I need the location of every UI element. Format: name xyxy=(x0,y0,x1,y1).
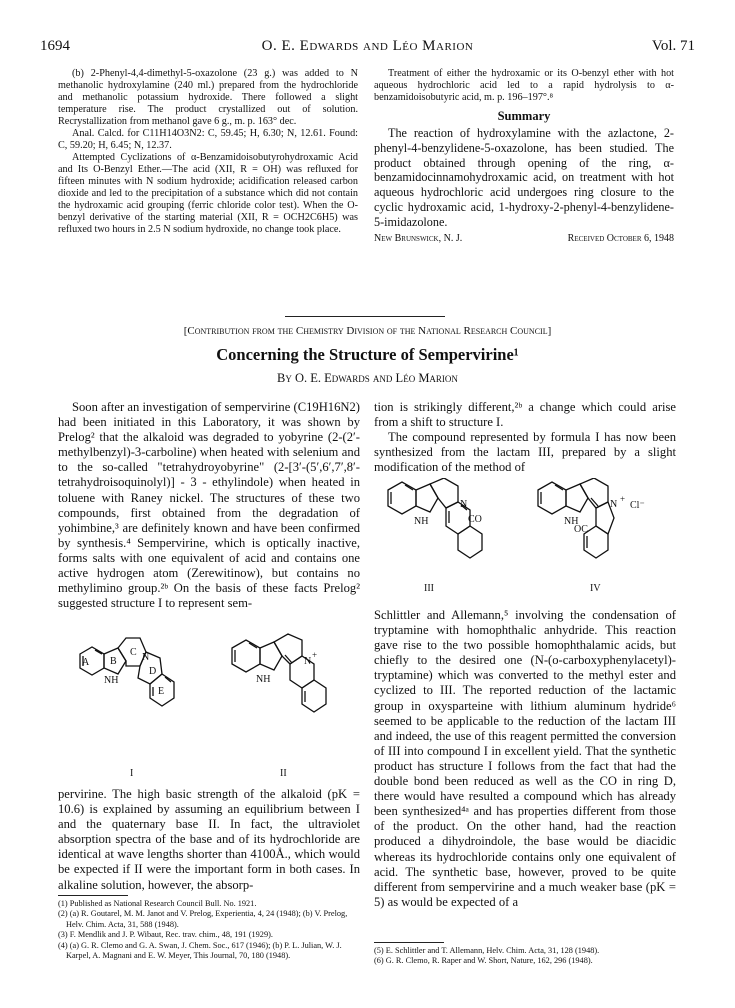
nh-label: NH xyxy=(414,516,429,527)
structure-label-II: II xyxy=(280,768,287,779)
footnote-rule xyxy=(374,942,444,943)
n-label: N xyxy=(304,656,312,667)
section-divider xyxy=(285,316,445,317)
chloride-label: Cl⁻ xyxy=(630,500,645,511)
body-paragraph: Schlittler and Allemann,⁵ involving the condensation of tryptamine with homophthalic anhydride. This reaction gave rise to the two possible homophthalamic acids, but chiefly to the desired one (N-(o-carboxyphenylacetyl)-tryptamine) which was converted to the methyl ester and cyclized to III. The reported reduction of the lactamic group in oxysparteine with lithium aluminum hydride⁶ seemed to be applicable to the reduction of the lactam III and indeed, the use of this reagent permitted the conversion of III into compound I in excellent yield. That the synthetic product has structure I follows from the fact that had the double bond been reduced as well as the CO in ring D, there would have resulted a compound which has already been synthesized⁴ᵃ and has properties different from those of the product. On the other hand, had the reaction produced a dihydroindole, the base would be diacidic whereas its hydrochloride contains only one equivalent of acid. The synthetic base, however, proved to be quite different from sempervirine and a much weaker base (pK = 5) as would be expected of a xyxy=(374,608,676,909)
prev-article-right-column xyxy=(374,68,674,248)
body-paragraph: tion is strikingly different,²ᵇ a change which could arise from a shift to structure I. xyxy=(374,400,676,430)
summary-text: The reaction of hydroxylamine with the azlactone, 2-phenyl-4-benzylidene-5-oxazolone, has been studied. The product obtained through opening of the ring, α-benzamidocinnamohydroxamic acid, on treatment with hot aqueous hydrochloric acid undergoes ring closure to the cyclic hydroxamic acid, 1-hydroxy-2-phenyl-4-benzylidene-5-imidazolone. xyxy=(374,126,674,229)
body-paragraph: Soon after an investigation of sempervirine (C19H16N2) had been initiated in this Laboratory, it was shown by Prelog² that the alkaloid was degraded to yobyrine (2-(2′-methylbenzyl)-3-carboline) when heated with selenium and to the so-called "tetrahydroyobyrine" (2-[3′-(5′,6′,7′,8′-tetrahydroisoquinolyl)] - 3 - ethylindole) when heated in toluene with Raney nickel. The structures of these two compounds, first obtained from the degradation of yohimbine,³ are definitely known and have been confirmed by synthesis.⁴ Sempervirine, which is optically inactive, forms salts with one equivalent of acid and contains one active hydrogen atom (Zerewitinow), but contains no methylimino group.²ᵇ On the basis of these facts Prelog² suggested structure I to represent sem- xyxy=(58,400,360,611)
byline: By O. E. Edwards and Léo Marion xyxy=(277,371,458,385)
structure-II xyxy=(222,630,352,780)
prev-analysis: Anal. Calcd. for C11H14O3N2: C, 59.45; H, 6.30; N, 12.61. Found: C, 59.20; H, 6.45; N, 12.37. xyxy=(58,128,358,151)
footnote: (6) G. R. Clemo, R. Raper and W. Short, Nature, 162, 296 (1948). xyxy=(374,956,593,966)
body-left-column-cont xyxy=(58,787,360,893)
body-right-column-cont xyxy=(374,608,676,910)
ring-label-C: C xyxy=(130,647,137,658)
running-header xyxy=(40,38,695,60)
article-title: Concerning the Structure of Sempervirine¹ xyxy=(216,345,519,364)
ring-label-D: D xyxy=(149,666,157,677)
footnote: (3) F. Mendlik and J. P. Wibaut, Rec. trav. chim., 48, 191 (1929). xyxy=(58,930,273,940)
ring-label-A: A xyxy=(82,657,90,668)
prev-paragraph: (b) 2-Phenyl-4,4-dimethyl-5-oxazolone (23 g.) was added to N methanolic hydroxylamine (240 ml.) prepared from the hydrochloride and methanolic potassium hydroxide. There followed a slight temperature rise. The product crystallized out of solution. Recrystallization from methanol gave 6 g., m. p. 163° dec. xyxy=(58,68,358,127)
structure-I xyxy=(70,630,210,780)
body-paragraph: pervirine. The high basic strength of the alkaloid (pK = 10.6) is explained by assuming an equilibrium between I and the quaternary base II. In fact, the ultraviolet absorption spectra of the base and of its hydrochloride are identical at wave lengths shorter than 4100Å., which would be expected if II were the important form in both cases. In alkaline solution, however, the absorp- xyxy=(58,787,360,892)
structure-label-III: III xyxy=(424,583,434,594)
body-left-column xyxy=(58,400,360,611)
ring-label-B: B xyxy=(110,656,117,667)
charge-label: + xyxy=(620,494,626,504)
prev-paragraph: Treatment of either the hydroxamic or its O-benzyl ether with hot aqueous hydrochloric acid led to a rapid hydrolysis to α-benzamidoisobutyric acid, m. p. 196–197°.⁸ xyxy=(374,68,674,103)
footnotes-right xyxy=(374,946,676,967)
prev-article-left-column xyxy=(58,68,358,236)
prev-paragraph: Attempted Cyclizations of α-Benzamidoisobutyrohydroxamic Acid and Its O-Benzyl Ether.—The acid (XII, R = OH) was refluxed for fifteen minutes with N sodium hydroxide; acidification released carbon dioxide and led to the precipitation of a substance which did not contain the hydroxamic acid grouping (ferric chloride color test). When the O-benzyl derivative of the starting material (XII, R = OCH2C6H5) was refluxed two hours in 2.5 N sodium hydroxide, no change took place. xyxy=(58,152,358,235)
structure-label-IV: IV xyxy=(590,583,601,594)
running-title: O. E. Edwards and Léo Marion xyxy=(261,38,474,54)
location: New Brunswick, N. J. xyxy=(374,232,463,244)
co-label: CO xyxy=(468,514,482,525)
contribution-line: [Contribution from the Chemistry Division of the National Research Council] xyxy=(183,325,552,337)
structure-label-I: I xyxy=(130,768,134,779)
structure-III xyxy=(380,478,510,598)
body-right-column xyxy=(374,400,676,475)
nh-label: NH xyxy=(564,516,579,527)
footnote: (1) Published as National Research Council Bull. No. 1921. xyxy=(58,899,257,908)
nh-label: NH xyxy=(256,674,271,685)
footnote: (4) (a) G. R. Clemo and G. A. Swan, J. Chem. Soc., 617 (1946); (b) P. L. Julian, W. J. Karpel, A. Magnani and E. W. Meyer, This Journal, 70, 180 (1948). xyxy=(58,940,342,961)
page-number: 1694 xyxy=(40,38,70,54)
footnote: (2) (a) R. Goutarel, M. M. Janot and V. Prelog, Experientia, 4, 24 (1948); (b) V. Prelog, Helv. Chim. Acta, 31, 588 (1948). xyxy=(58,909,348,929)
footnotes-left xyxy=(58,899,360,961)
ring-label-E: E xyxy=(158,686,165,697)
received-date: Received October 6, 1948 xyxy=(567,232,674,244)
structure-IV xyxy=(530,478,680,598)
oc-label: OC xyxy=(574,524,588,535)
footnote: (5) E. Schlittler and T. Allemann, Helv. Chim. Acta, 31, 128 (1948). xyxy=(374,946,600,955)
n-label: N xyxy=(610,499,618,510)
body-paragraph: The compound represented by formula I has now been synthesized from the lactam III, prepared by a slight modification of the method of xyxy=(374,430,676,475)
summary-heading: Summary xyxy=(497,109,551,123)
nh-label: NH xyxy=(104,675,119,686)
charge-label: + xyxy=(312,650,318,660)
footnote-rule xyxy=(58,895,128,896)
n-label: N xyxy=(460,499,468,510)
volume-label: Vol. 71 xyxy=(651,38,695,54)
n-label: N xyxy=(142,652,150,663)
